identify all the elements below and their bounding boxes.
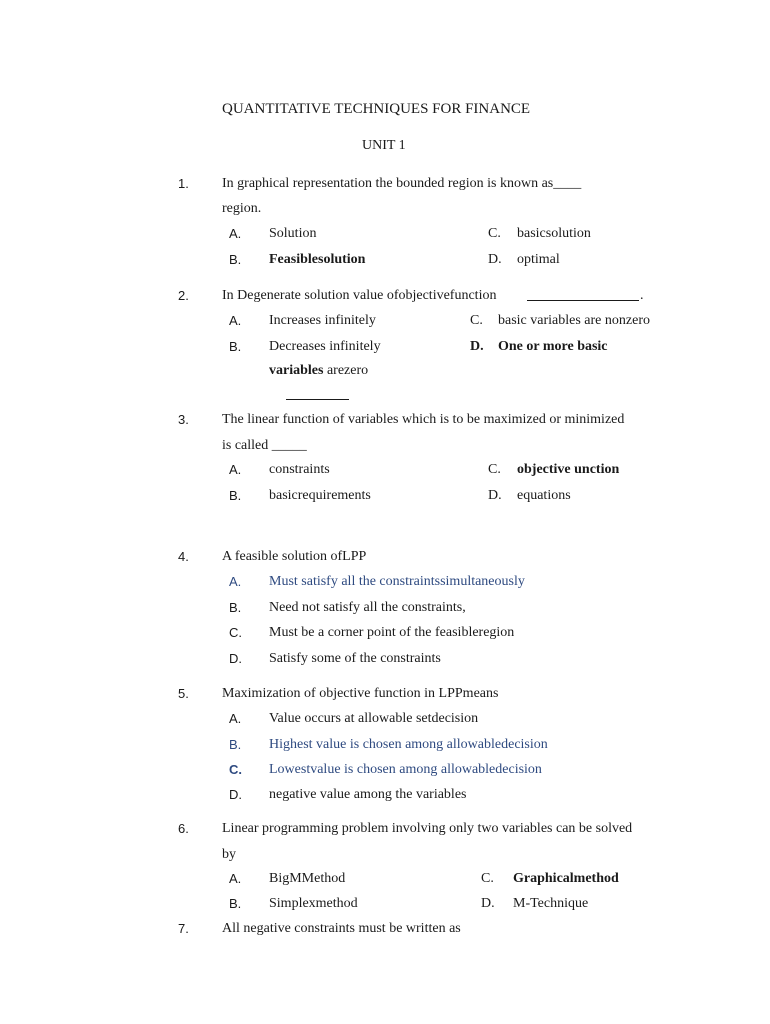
option-a-label: A. (229, 313, 242, 328)
option-b-label: B. (229, 896, 242, 911)
question-text: A feasible solution ofLPP (222, 549, 367, 564)
option-b-text: Highest value is chosen among allowabledecision (269, 737, 548, 752)
option-d-label: D. (481, 896, 495, 911)
question-number: 7. (178, 921, 189, 936)
option-d-text-bold: variables (269, 363, 324, 378)
option-b-text: Simplexmethod (269, 896, 358, 911)
document-title: QUANTITATIVE TECHNIQUES FOR FINANCE (222, 101, 531, 117)
question-number: 1. (178, 176, 189, 191)
option-b-label: B. (229, 339, 242, 354)
question-number: 5. (178, 686, 189, 701)
option-a-text: constraints (269, 462, 330, 477)
option-d-text: negative value among the variables (269, 787, 467, 802)
option-d-label: D. (470, 339, 484, 354)
option-c-text: Lowestvalue is chosen among allowabledecision (269, 762, 542, 777)
option-d-label: D. (488, 252, 502, 267)
question-text-cont: region. (222, 201, 262, 216)
option-c-label: C. (229, 625, 242, 640)
option-b-text: Feasiblesolution (269, 252, 366, 267)
option-c-label: C. (470, 313, 483, 328)
question-number: 6. (178, 821, 189, 836)
question-text: The linear function of variables which is to be maximized or minimized (222, 412, 625, 427)
option-a-text: Must satisfy all the constraintssimultaneously (269, 574, 525, 589)
answer-blank (527, 300, 639, 301)
question-text-cont: by (222, 847, 236, 862)
option-a-text: Solution (269, 226, 317, 241)
option-b-label: B. (229, 488, 242, 503)
question-text: Maximization of objective function in LPPmeans (222, 686, 499, 701)
option-c-text: basicsolution (517, 226, 591, 241)
option-d-text: One or more basic (498, 339, 608, 354)
option-d-text: optimal (517, 252, 560, 267)
option-c-label: C. (229, 762, 242, 777)
option-d-text: Satisfy some of the constraints (269, 651, 441, 666)
option-b-label: B. (229, 600, 242, 615)
option-c-text: objective unction (517, 462, 620, 477)
option-b-text: basicrequirements (269, 488, 371, 503)
option-b-text: Need not satisfy all the constraints, (269, 600, 466, 615)
option-c-label: C. (481, 871, 494, 886)
option-d-label: D. (488, 488, 502, 503)
option-a-label: A. (229, 226, 242, 241)
option-a-text: Increases infinitely (269, 313, 376, 328)
option-d-text-cont (269, 362, 368, 380)
option-a-text: BigMMethod (269, 871, 346, 886)
option-b-label: B. (229, 737, 242, 752)
question-number: 3. (178, 412, 189, 427)
question-text: In graphical representation the bounded region is known as____ (222, 176, 582, 191)
option-b-label: B. (229, 252, 242, 267)
option-d-text-rest: arezero (323, 363, 369, 378)
option-c-label: C. (488, 462, 501, 477)
unit-heading: UNIT 1 (362, 138, 406, 153)
option-a-label: A. (229, 462, 242, 477)
option-c-text: basic variables are nonzero (498, 313, 650, 328)
option-c-text: Must be a corner point of the feasibleregion (269, 625, 515, 640)
option-a-label: A. (229, 574, 242, 589)
option-d-text: M-Technique (513, 896, 589, 911)
question-text-cont: is called _____ (222, 438, 307, 453)
question-text: Linear programming problem involving only two variables can be solved (222, 821, 633, 836)
question-number: 2. (178, 288, 189, 303)
question-text: In Degenerate solution value ofobjectivefunction (222, 288, 497, 303)
option-d-label: D. (229, 787, 242, 802)
option-b-text: Decreases infinitely (269, 339, 381, 354)
option-d-text: equations (517, 488, 571, 503)
question-text-tail: . (640, 288, 644, 303)
option-a-text: Value occurs at allowable setdecision (269, 711, 479, 726)
question-number: 4. (178, 549, 189, 564)
option-a-label: A. (229, 711, 242, 726)
option-c-text: Graphicalmethod (513, 871, 619, 886)
option-c-label: C. (488, 226, 501, 241)
underline-rule (286, 399, 349, 400)
option-a-label: A. (229, 871, 242, 886)
question-text: All negative constraints must be written as (222, 921, 461, 936)
option-d-label: D. (229, 651, 242, 666)
